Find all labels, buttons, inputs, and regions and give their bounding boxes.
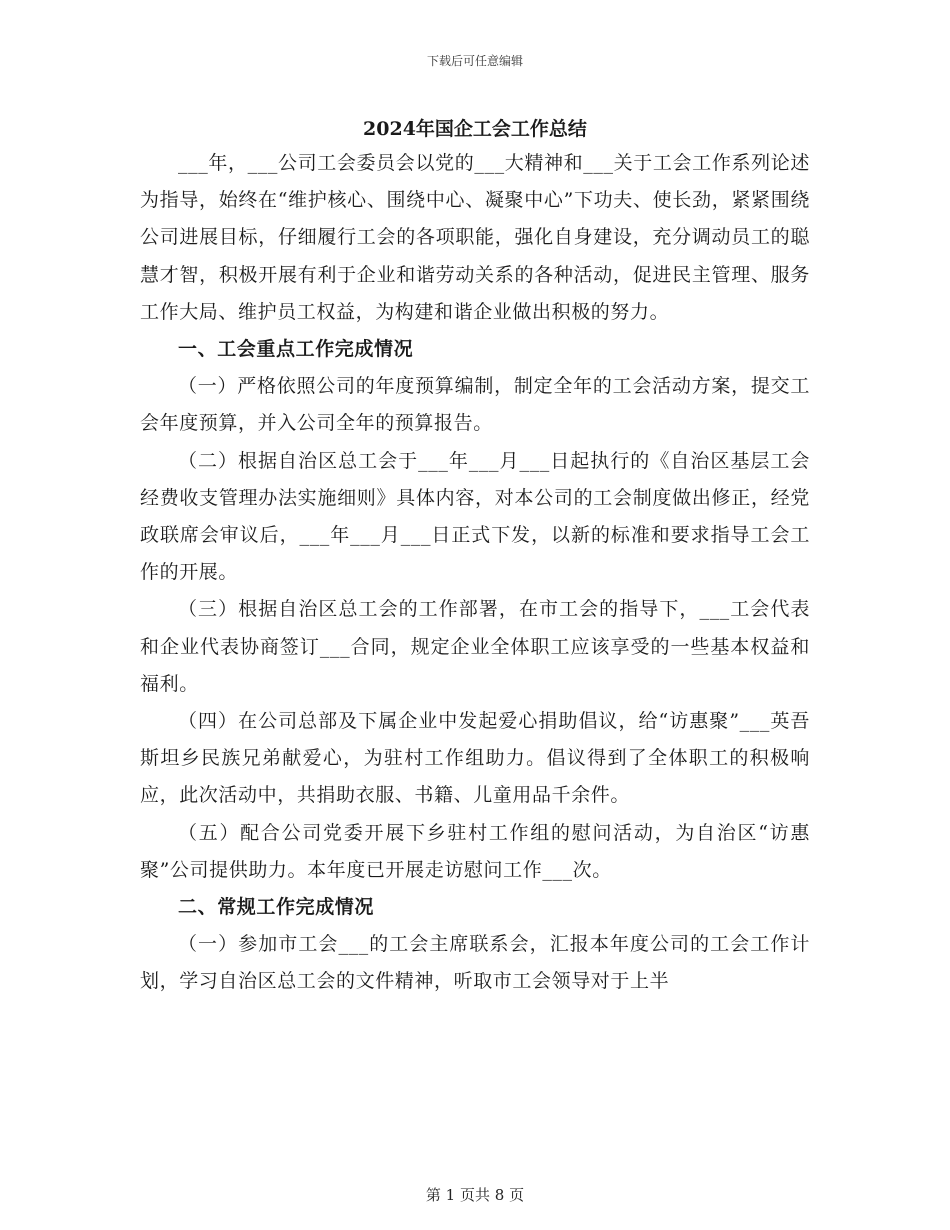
section-1-item-1: （一）严格依照公司的年度预算编制，制定全年的工会活动方案，提交工会年度预算，并入公司全年的预算报告。	[140, 375, 810, 435]
document-body	[140, 145, 810, 1001]
section-heading-1: 一、工会重点工作完成情况	[178, 338, 414, 361]
section-2-item-1: （一）参加市工会___的工会主席联系会，汇报本年度公司的工会工作计划，学习自治区总工会的文件精神，听取市工会领导对于上半	[140, 933, 810, 993]
section-1-item-5: （五）配合公司党委开展下乡驻村工作组的慰问活动，为自治区“访惠聚”公司提供助力。本年度已开展走访慰问工作___次。	[140, 821, 810, 881]
document-title: 2024年国企工会工作总结	[363, 118, 587, 140]
page-header: 下载后可任意编辑	[426, 54, 523, 68]
section-1-item-3: （三）根据自治区总工会的工作部署，在市工会的指导下，___工会代表和企业代表协商签订___合同，规定企业全体职工应该享受的一些基本权益和福利。	[140, 598, 810, 695]
section-heading-2: 二、常规工作完成情况	[178, 896, 375, 919]
section-1-item-2: （二）根据自治区总工会于___年___月___日起执行的《自治区基层工会经费收支管理办法实施细则》具体内容，对本公司的工会制度做出修正，经党政联席会审议后，___年___月___日正式下发，以新的标准和要求指导工会工作的开展。	[140, 449, 810, 584]
section-1-item-4: （四）在公司总部及下属企业中发起爱心捐助倡议，给“访惠聚”___英吾斯坦乡民族兄弟献爱心，为驻村工作组助力。倡议得到了全体职工的积极响应，此次活动中，共捐助衣服、书籍、儿童用品千余件。	[140, 710, 810, 807]
intro-paragraph: ___年，___公司工会委员会以党的___大精神和___关于工会工作系列论述为指导，始终在“维护核心、围绕中心、凝聚中心”下功夫、使长劲，紧紧围绕公司进展目标，仔细履行工会的各项职能，强化自身建设，充分调动员工的聪慧才智，积极开展有利于企业和谐劳动关系的各种活动，促进民主管理、服务工作大局、维护员工权益，为构建和谐企业做出积极的努力。	[140, 152, 810, 323]
page-footer: 第 1 页共 8 页	[425, 1186, 525, 1204]
